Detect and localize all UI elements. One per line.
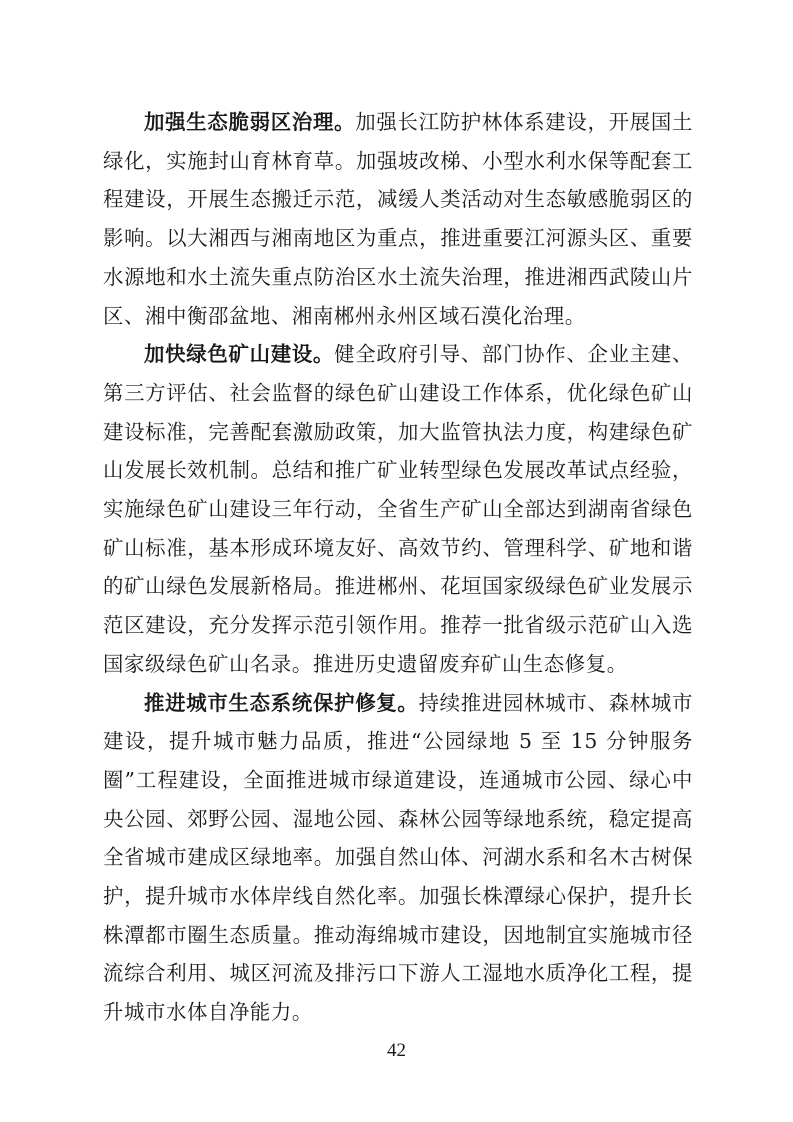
paragraph-ecological-fragile-area — [103, 103, 693, 335]
paragraph-heading: 推进城市生态系统保护修复。 — [144, 690, 419, 715]
paragraph-text: 加强长江防护林体系建设，开展国土绿化，实施封山育林育草。加强坡改梯、小型水利水保等配套工程建设，开展生态搬迁示范，减缓人类活动对生态敏感脆弱区的影响。以大湘西与湘南地区为重点，推进重要江河源头区、重要水源地和水土流失重点防治区水土流失治理，推进湘西武陵山片区、湘中衡邵盆地、湘南郴州永州区域石漠化治理。 — [103, 110, 693, 328]
paragraph-urban-ecosystem — [103, 684, 693, 1032]
document-body — [103, 103, 693, 1032]
paragraph-text: 健全政府引导、部门协作、企业主建、第三方评估、社会监督的绿色矿山建设工作体系，优化绿色矿山建设标准，完善配套激励政策，加大监管执法力度，构建绿色矿山发展长效机制。总结和推广矿业转型绿色发展改革试点经验，实施绿色矿山建设三年行动，全省生产矿山全部达到湖南省绿色矿山标准，基本形成环境友好、高效节约、管理科学、矿地和谐的矿山绿色发展新格局。推进郴州、花垣国家级绿色矿业发展示范区建设，充分发挥示范引领作用。推荐一批省级示范矿山入选国家级绿色矿山名录。推进历史遗留废弃矿山生态修复。 — [103, 342, 694, 676]
page-number: 42 — [387, 1040, 406, 1061]
paragraph-heading: 加快绿色矿山建设。 — [144, 342, 335, 367]
paragraph-heading: 加强生态脆弱区治理。 — [144, 110, 356, 134]
paragraph-green-mine — [103, 335, 693, 683]
paragraph-text: 持续推进园林城市、森林城市建设，提升城市魅力品质，推进“公园绿地 5 至 15 分钟服务圈”工程建设，全面推进城市绿道建设，连通城市公园、绿心中央公园、郊野公园、湿地公园、森林公园等绿地系统，稳定提高全省城市建成区绿地率。加强自然山体、河湖水系和名木古树保护，提升城市水体岸线自然化率。加强长株潭绿心保护，提升长株潭都市圈生态质量。推动海绵城市建设，因地制宜实施城市径流综合利用、城区河流及排污口下游人工湿地水质净化工程，提升城市水体自净能力。 — [103, 690, 693, 1025]
